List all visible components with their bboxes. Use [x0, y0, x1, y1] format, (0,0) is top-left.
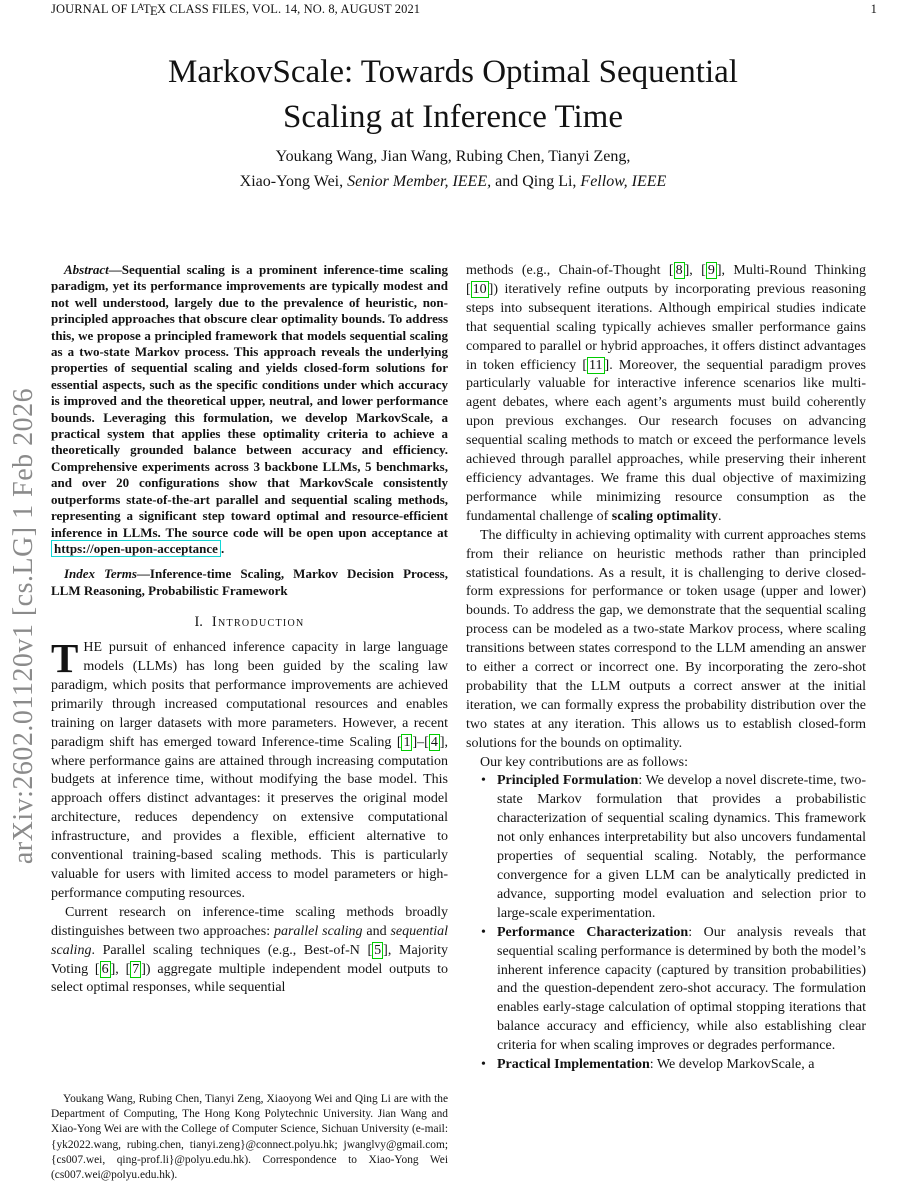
- author-line-1: Youkang Wang, Jian Wang, Rubing Chen, Tianyi Zeng,: [275, 148, 631, 165]
- right-paragraph-2: The difficulty in achieving optimality with current approaches stems from their reliance on heuristic methods rather than principled statistical foundations. As a result, it is challenging to derive closed-form expressions for performance or token usage (upper and lower) bounds. To address the gap, we demonstrate that the sequential scaling process can be modeled as a two-state Markov process, where scaling transitions between states correspond to the LLM amending an answer to either a correct or incorrect one. By incorporating the zero-shot probability that the LLM outputs a correct answer at the initial iteration, we can formally express the probability distribution over the two states at any iteration. This allows us to establish closed-form solutions for the bounds on optimality.: [466, 527, 866, 751]
- title-line-1: MarkovScale: Towards Optimal Sequential: [168, 54, 738, 90]
- citation-link[interactable]: 4: [430, 734, 438, 750]
- abstract-paragraph: Abstract—Sequential scaling is a prominent inference-time scaling paradigm, yet its performance improvements are typically modest and not well understood, largely due to the prevalence of heuristic, non-principled approaches that obscure clear optimality bounds. To address this, we propose a principled framework that models sequential scaling as a two-state Markov process. This approach reveals the underlying properties of sequential scaling and yields closed-form solutions for essential aspects, such as the specific conditions under which accuracy is improved and the theoretical upper, neutral, and lower performance bounds. Leveraging this formulation, we develop MarkovScale, a practical system that applies these optimality criteria to achieve a theoretically grounded balance between accuracy and efficiency. Comprehensive experiments across 3 backbone LLMs, 5 benchmarks, and over 20 configurations show that MarkovScale consistently outperforms state-of-the-art parallel and sequential scaling methods, representing a significant step toward optimal and resource-efficient inference in LLMs. The source code will be open upon acceptance at https://open-upon-acceptance .: [51, 262, 448, 556]
- title-line-2: Scaling at Inference Time: [283, 99, 623, 135]
- journal-header: JOURNAL OF $L^ATEX$ CLASS FILES, VOL. 14, NO. 8, AUGUST 2021: [51, 2, 421, 19]
- bullet-icon: •: [481, 924, 486, 940]
- citation-link[interactable]: 6: [101, 961, 109, 977]
- contributions-intro: Our key contributions are as follows:: [480, 754, 689, 770]
- citation-link[interactable]: 10: [472, 281, 487, 297]
- author-affiliations-footnote: Youkang Wang, Rubing Chen, Tianyi Zeng, Xiaoyong Wei and Qing Li are with the Department of Computing, The Hong Kong Polytechnic University. Jian Wang and Xiao-Yong Wei are with the College of Computer Science, Sichuan University (e-mail: {yk2022.wang, rubing.chen, tianyi.zeng}@connect.polyu.hk; jwanglvy@gmail.com; {cs007.wei, qing-prof.li}@polyu.edu.hk). Correspondence to Xiao-Yong Wei (cs007.wei@polyu.edu.hk).: [51, 1093, 448, 1182]
- citation-link[interactable]: 8: [675, 263, 683, 278]
- drop-cap: T: [51, 635, 79, 682]
- citation-link[interactable]: 1: [403, 734, 411, 750]
- right-paragraph-1: methods (e.g., Chain-of-Thought [ 8 ], [ 9 ], Multi-Round Thinking [ 10 ]) iteratively refine outputs by incorporating previous reasoning steps into subsequent iterations. Although empirical studies indicate that sequential scaling typically achieves smaller performance gains compared to parallel or hybrid approaches, it offers distinct advantages in token efficiency [ 11 ]. Moreover, the sequential paradigm proves particularly valuable for interactive inference scenarios like multi-agent debates, where each agent’s arguments must build coherently upon previous exchanges. Our research focuses on advancing sequential scaling methods to match or exceed the performance levels achieved through parallel approaches, while preserving their inherent efficiency advantages. We frame this dual objective of maximizing performance while minimizing resource consumption as the fundamental challenge of scaling optimality.: [466, 263, 866, 524]
- section-number: I.: [194, 614, 203, 631]
- citation-link[interactable]: 7: [132, 961, 140, 977]
- paper-title: [0, 50, 906, 140]
- running-header: [51, 2, 877, 19]
- arxiv-banner: arXiv:2602.01120v1 [cs.LG] 1 Feb 2026: [8, 387, 39, 865]
- author-line-2: Xiao-Yong Wei, Senior Member, IEEE, and Qing Li, Fellow, IEEE: [239, 172, 667, 190]
- bullet-icon: •: [481, 773, 486, 789]
- bullet-icon: •: [481, 1057, 486, 1073]
- citation-link[interactable]: 5: [374, 942, 382, 958]
- author-block: [0, 145, 906, 194]
- source-code-link[interactable]: https://open-upon-acceptance: [51, 540, 221, 557]
- section-title: Introduction: [211, 614, 305, 631]
- page-number: 1: [870, 2, 877, 16]
- contribution-bullet-1: • Principled Formulation: We develop a novel discrete-time, two-state Markov formulation that provides a probabilistic characterization of sequential scaling dynamics. This framework not only enhances interpretability but also uncovers fundamental properties of sequential scaling. Notably, the performance convergence for a given LLM can be analytically predicted in advance, supporting model evaluation and selection prior to large-scale experimentation.: [481, 773, 866, 921]
- contribution-bullet-2: • Performance Characterization: Our analysis reveals that sequential scaling performance is determined by both the model’s inherent inference capacity (captured by transition probabilities) and the question-dependent zero-shot accuracy. The formulation enables early-stage calculation of optimal stopping iterations that balance accuracy and efficiency, while also establishing clear criteria for when scaling improves or degrades performance.: [481, 924, 866, 1054]
- intro-paragraph-1: THE pursuit of enhanced inference capacity in large language models (LLMs) has long been guided by the scaling law paradigm, which posits that performance improvements are achieved primarily through increased computational resources and enables training on larger datasets with more parameters. However, a recent paradigm shift has emerged toward Inference-time Scaling [ 1 ]–[ 4 ], where performance gains are attained through increasing computation budgets at inference time, without modifying the base model. This approach offers distinct advantages: it preserves the original model architecture, reduces dependency on extensive computational infrastructure, and provides a flexible, efficient alternative to conventional training-based scaling methods. This is particularly valuable for users with limited access to model parameters or high-performance computing resources.: [51, 635, 448, 901]
- index-terms-paragraph: Index Terms—Inference-time Scaling, Markov Decision Process, LLM Reasoning, Probabilistic Framework: [51, 566, 448, 598]
- left-column: [51, 262, 448, 1091]
- contribution-bullet-3: • Practical Implementation: We develop MarkovScale, a: [466, 1056, 866, 1075]
- citation-link[interactable]: 11: [589, 357, 603, 373]
- citation-link[interactable]: 9: [707, 263, 715, 278]
- section-heading-introduction: [51, 614, 448, 631]
- right-column: [466, 262, 866, 1200]
- intro-paragraph-2: Current research on inference-time scaling methods broadly distinguishes between two approaches: parallel scaling and sequential scaling. Parallel scaling techniques (e.g., Best-of-N [ 5 ], Majority Voting [ 6 ], [ 7 ]) aggregate multiple independent model outputs to select optimal responses, while sequential: [51, 904, 448, 996]
